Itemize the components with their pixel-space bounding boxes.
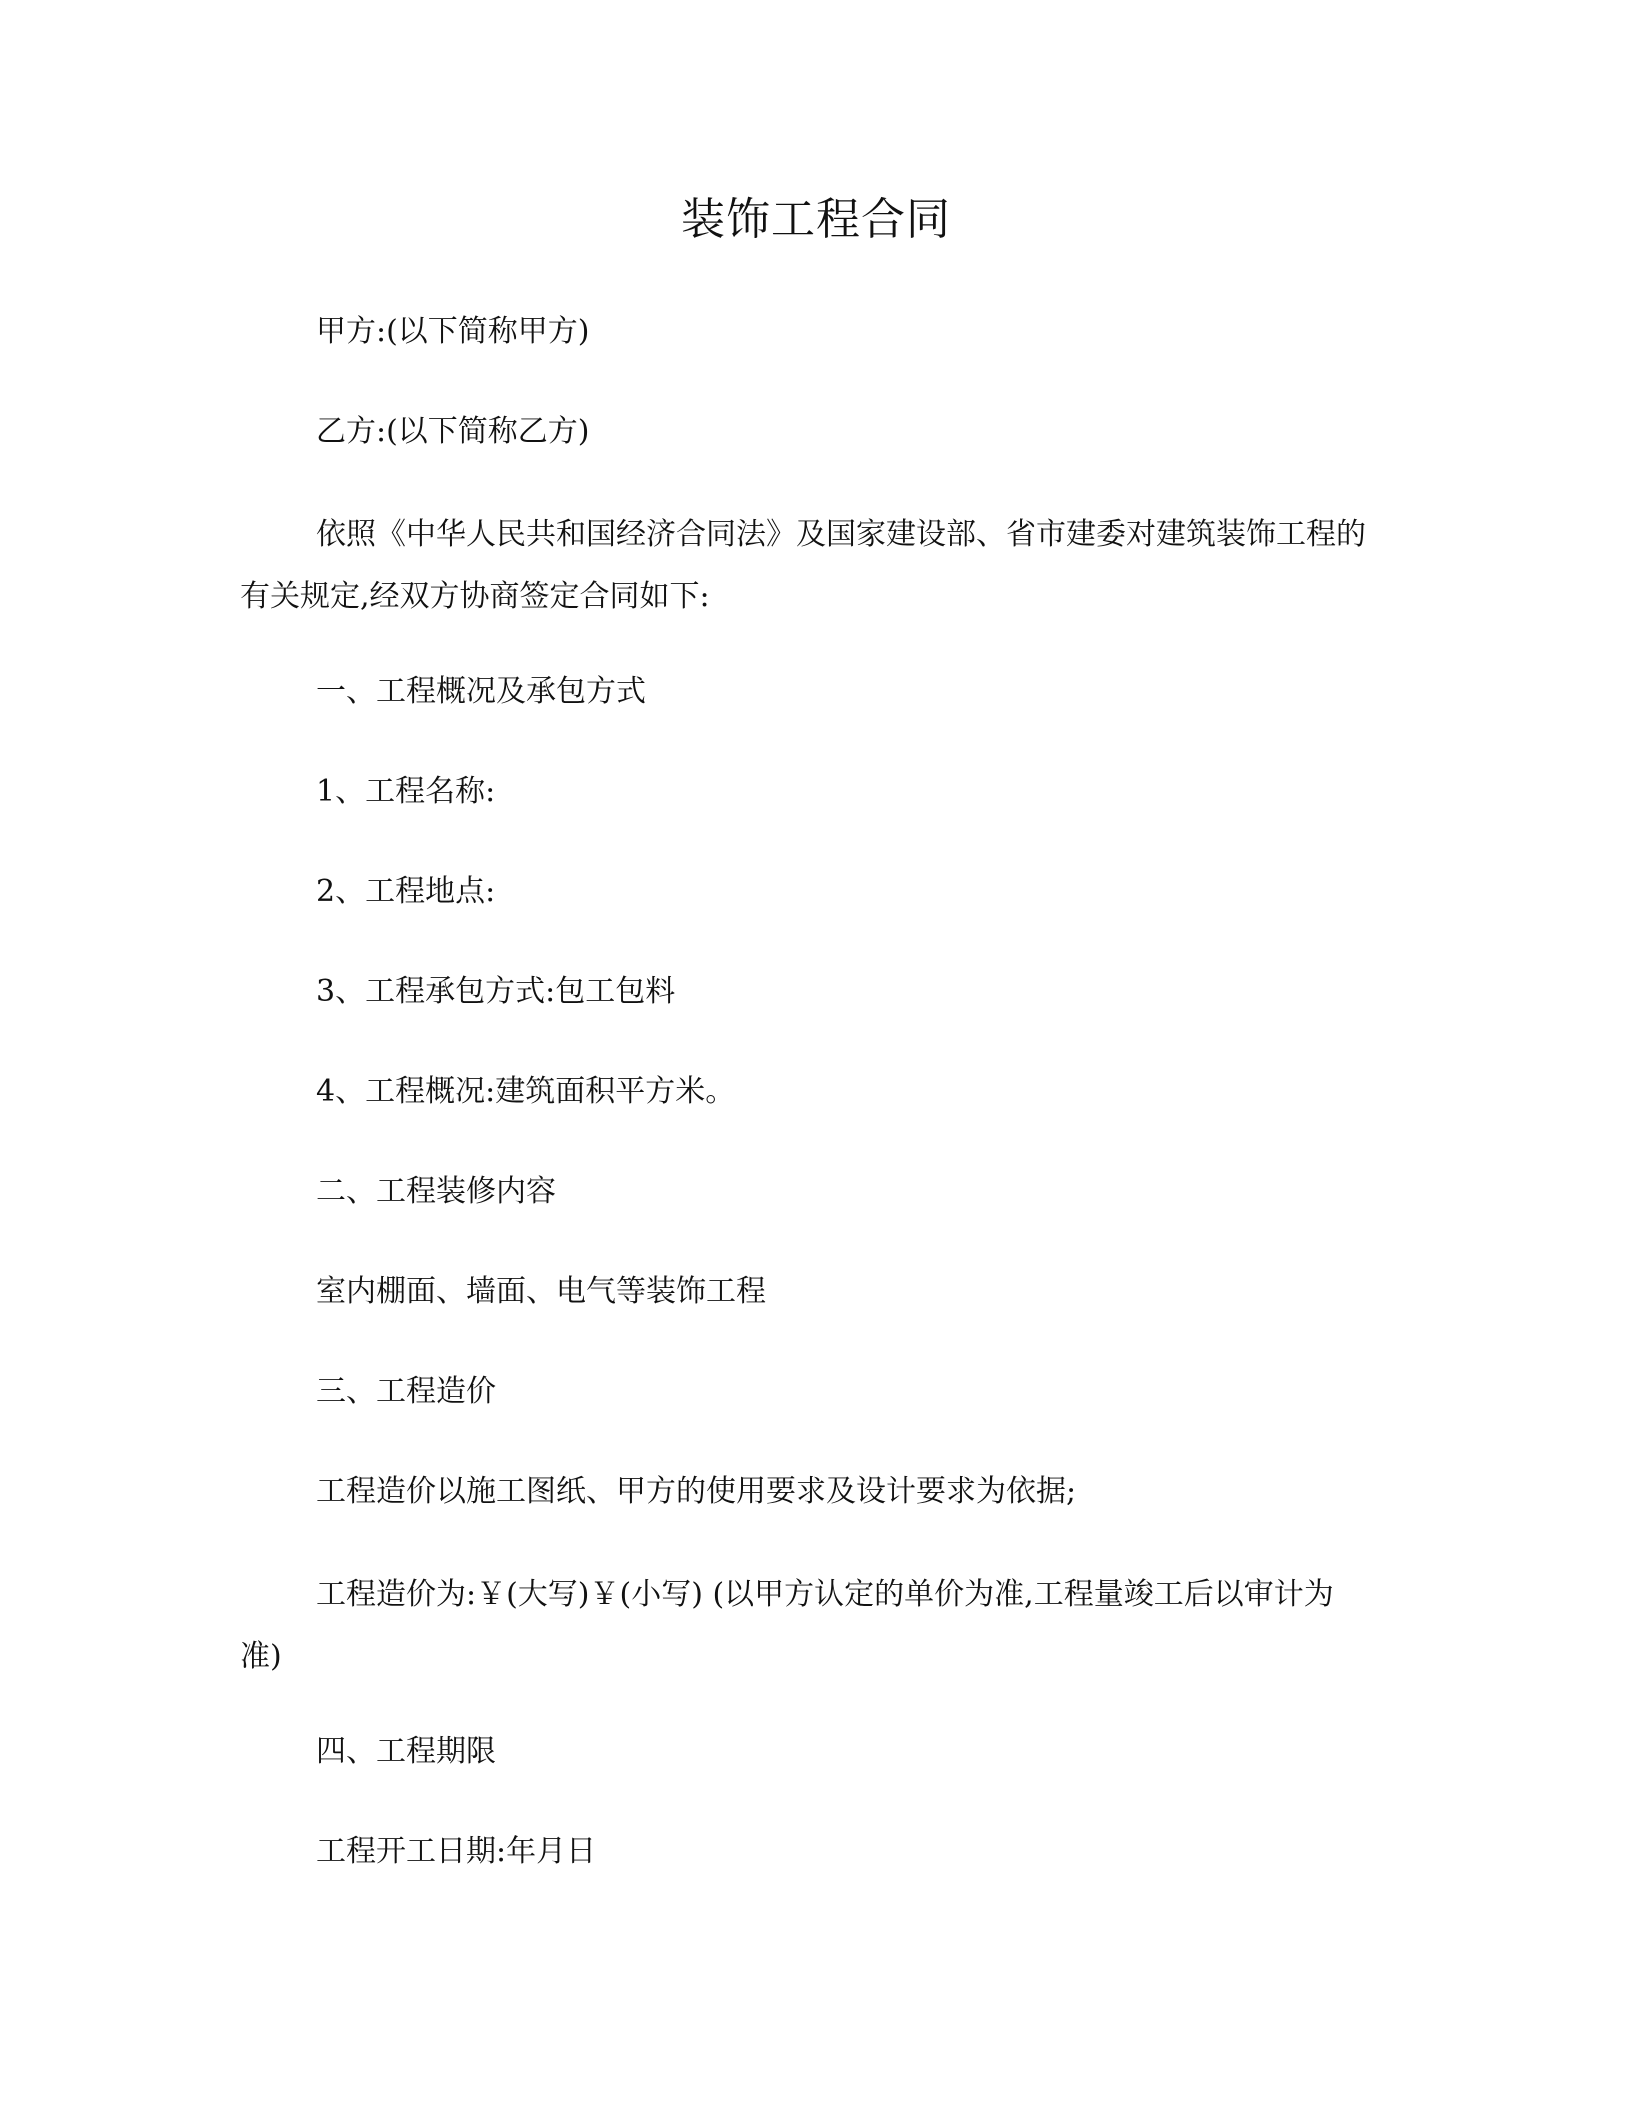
intro-paragraph: 依照《中华人民共和国经济合同法》及国家建设部、省市建委对建筑装饰工程的有关规定,经双方协商签定合同如下: — [240, 517, 1366, 614]
section-1-heading: 一、工程概况及承包方式 — [316, 674, 646, 709]
section-4-heading: 四、工程期限 — [316, 1734, 496, 1769]
decoration-content-line: 室内棚面、墙面、电气等装饰工程 — [316, 1274, 766, 1309]
start-date-line: 工程开工日期:年月日 — [316, 1834, 597, 1869]
section-3-heading: 三、工程造价 — [316, 1374, 496, 1409]
project-overview-line: 4、工程概况:建筑面积平方米。 — [316, 1074, 736, 1109]
project-location-line: 2、工程地点: — [316, 874, 496, 909]
section-2-heading: 二、工程装修内容 — [316, 1174, 556, 1209]
contract-method-line: 3、工程承包方式:包工包料 — [316, 974, 676, 1009]
price-basis-line: 工程造价以施工图纸、甲方的使用要求及设计要求为依据; — [316, 1474, 1077, 1509]
party-a-line: 甲方:(以下简称甲方) — [316, 314, 590, 349]
document-title: 装饰工程合同 — [681, 194, 951, 245]
price-paragraph: 工程造价为:￥(大写)￥(小写) (以甲方认定的单价为准,工程量竣工后以审计为准) — [240, 1577, 1334, 1674]
project-name-line: 1、工程名称: — [316, 774, 496, 809]
party-b-line: 乙方:(以下简称乙方) — [316, 414, 590, 449]
